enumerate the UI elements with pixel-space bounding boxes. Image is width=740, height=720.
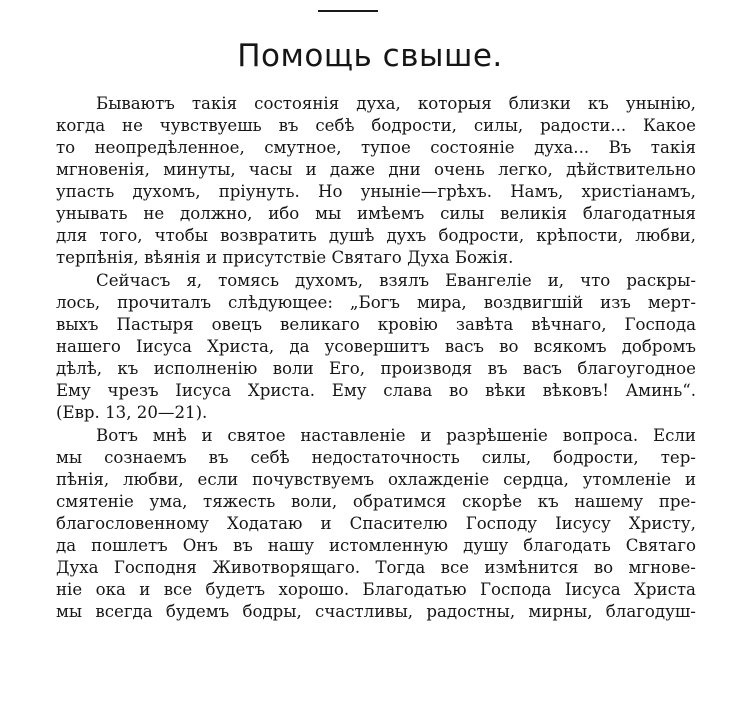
- word: мгнове-: [628, 558, 696, 577]
- text-line: [56, 292, 696, 314]
- word: томясь: [218, 271, 279, 290]
- word: дѣйствительно: [566, 160, 696, 179]
- word: унывать: [56, 204, 128, 223]
- word: душу: [463, 536, 509, 555]
- word: Благодатью: [362, 580, 467, 599]
- word: и: [139, 580, 151, 599]
- word: Духа: [56, 558, 99, 577]
- text-line: (Евр. 13, 20—21).: [56, 403, 208, 422]
- word: мы: [56, 602, 83, 621]
- word: исполненію: [153, 359, 258, 378]
- word: Іисусу: [555, 514, 611, 533]
- text-line: [56, 579, 696, 601]
- word: состояніе: [430, 138, 515, 157]
- word: во: [449, 381, 469, 400]
- word: Вотъ: [96, 426, 138, 445]
- page-title: Помощь свыше.: [237, 38, 503, 74]
- word: что: [580, 271, 611, 290]
- word: Намъ,: [510, 182, 564, 201]
- word: близки: [508, 94, 571, 113]
- word: Іисуса: [564, 580, 621, 599]
- word: когда: [56, 116, 106, 135]
- word: разрѣшеніе: [446, 426, 548, 445]
- word: пѣнія,: [56, 470, 110, 489]
- word: овецъ: [211, 315, 263, 334]
- word: и: [320, 514, 332, 533]
- word: не: [143, 204, 165, 223]
- word: святое: [227, 426, 286, 445]
- word: нашему: [574, 492, 644, 511]
- word: Господа: [480, 580, 552, 599]
- word: благодуш-: [605, 602, 696, 621]
- word: Христа,: [207, 337, 275, 356]
- word: Христа.: [247, 381, 316, 400]
- word: должно,: [180, 204, 253, 223]
- word: Его,: [329, 359, 366, 378]
- word: духъ: [386, 226, 427, 245]
- word: силы,: [481, 448, 532, 467]
- word: къ: [587, 94, 609, 113]
- text-line: [56, 93, 696, 115]
- word: Господа: [624, 315, 696, 334]
- word: да: [289, 337, 310, 356]
- word: Христа: [634, 580, 696, 599]
- word: бодрости,: [438, 226, 525, 245]
- text-line: [56, 159, 696, 181]
- word: мы: [56, 448, 83, 467]
- word: легко,: [498, 160, 553, 179]
- word: Онъ: [182, 536, 218, 555]
- word: ніе: [56, 580, 83, 599]
- word: хорошо.: [278, 580, 350, 599]
- word: очень: [433, 160, 485, 179]
- word: то: [56, 138, 76, 157]
- text-line: [56, 425, 696, 447]
- word: мнѣ: [152, 426, 187, 445]
- word: чтобы: [154, 226, 208, 245]
- text-line: [56, 336, 696, 358]
- word: Какое: [643, 116, 696, 135]
- word: даже: [329, 160, 376, 179]
- word: вѣчнаго,: [531, 315, 607, 334]
- word: упасть: [56, 182, 115, 201]
- word: я,: [186, 271, 203, 290]
- text-line: [56, 137, 696, 159]
- word: охлажденіе: [387, 470, 490, 489]
- word: Если: [652, 426, 696, 445]
- word: Ходатаю: [226, 514, 303, 533]
- word: смятеніе: [56, 492, 134, 511]
- word: благодатныя: [582, 204, 696, 223]
- word: васъ: [444, 337, 484, 356]
- word: бодрости,: [371, 116, 457, 135]
- word: вопроса.: [562, 426, 639, 445]
- word: изъ: [600, 293, 631, 312]
- word: дѣлѣ,: [56, 359, 103, 378]
- word: завѣта: [455, 315, 514, 334]
- word: Евангеліе: [445, 271, 532, 290]
- word: пошлетъ: [91, 536, 168, 555]
- word: обратимся: [352, 492, 447, 511]
- word: имѣемъ: [357, 204, 425, 223]
- word: къ: [117, 359, 139, 378]
- word: недостаточность: [311, 448, 460, 467]
- word: такія: [650, 138, 696, 157]
- word: лось,: [56, 293, 101, 312]
- word: духа...: [534, 138, 590, 157]
- word: и: [684, 470, 696, 489]
- text-line: [56, 601, 696, 623]
- word: для: [56, 226, 88, 245]
- word: и: [305, 160, 317, 179]
- word: тер-: [660, 448, 696, 467]
- word: того,: [99, 226, 143, 245]
- word: Господу: [465, 514, 538, 533]
- word: и: [420, 426, 432, 445]
- word: вѣковъ!: [542, 381, 609, 400]
- word: воли,: [290, 492, 338, 511]
- word: Спасителю: [349, 514, 448, 533]
- word: духомъ,: [295, 271, 364, 290]
- word: ибо: [268, 204, 300, 223]
- word: которыя: [417, 94, 492, 113]
- word: душѣ: [328, 226, 375, 245]
- word: духомъ,: [132, 182, 201, 201]
- word: скорѣе: [461, 492, 523, 511]
- word: благословенному: [56, 514, 209, 533]
- text-line: [56, 535, 696, 557]
- word: благоугодное: [577, 359, 696, 378]
- word: Господня: [113, 558, 197, 577]
- word: бодрости,: [553, 448, 639, 467]
- word: Христу,: [628, 514, 696, 533]
- word: себѣ: [250, 448, 290, 467]
- word: Святаго: [625, 536, 696, 555]
- word: силы: [440, 204, 485, 223]
- word: выхъ: [56, 315, 99, 334]
- word: неопредѣленное,: [94, 138, 245, 157]
- word: прочиталъ: [117, 293, 211, 312]
- word: всегда: [95, 602, 153, 621]
- word: производя: [380, 359, 473, 378]
- word: Ему: [331, 381, 367, 400]
- word: мгновенія,: [56, 160, 150, 179]
- text-line: [56, 557, 696, 579]
- word: все: [163, 580, 193, 599]
- word: добромъ: [621, 337, 696, 356]
- word: да: [56, 536, 77, 555]
- word: будемъ: [165, 602, 230, 621]
- word: Іисуса: [175, 381, 232, 400]
- word: и,: [547, 271, 565, 290]
- word: состоянія: [254, 94, 340, 113]
- word: Тогда: [375, 558, 426, 577]
- word: крѣпости,: [536, 226, 624, 245]
- word: Бываютъ: [96, 94, 175, 113]
- word: наставленіе: [300, 426, 406, 445]
- word: все: [440, 558, 470, 577]
- word: духа,: [356, 94, 401, 113]
- text-line: [56, 469, 696, 491]
- word: нашего: [56, 337, 121, 356]
- text-line: [56, 513, 696, 535]
- text-line: [56, 491, 696, 513]
- word: себѣ: [315, 116, 355, 135]
- text-line: [56, 181, 696, 203]
- word: чрезъ: [107, 381, 159, 400]
- text-line: [56, 447, 696, 469]
- word: минуты,: [163, 160, 236, 179]
- word: любви,: [123, 470, 184, 489]
- word: воздвигшій: [483, 293, 584, 312]
- word: благодать: [523, 536, 611, 555]
- word: великія: [500, 204, 567, 223]
- word: во: [499, 337, 519, 356]
- word: радостны,: [426, 602, 516, 621]
- word: Сейчасъ: [96, 271, 171, 290]
- text-line: [56, 358, 696, 380]
- text-line: [56, 115, 696, 137]
- word: во: [593, 558, 614, 577]
- word: уныніе—грѣхъ.: [360, 182, 492, 201]
- word: измѣнится: [484, 558, 579, 577]
- word: христіанамъ,: [581, 182, 696, 201]
- word: унынію,: [625, 94, 696, 113]
- word: Ему: [56, 381, 91, 400]
- word: и: [201, 426, 213, 445]
- word: почувствуемъ: [252, 470, 375, 489]
- word: „Богъ: [349, 293, 400, 312]
- word: слѣдующее:: [227, 293, 333, 312]
- word: сердца,: [503, 470, 569, 489]
- word: въ: [278, 116, 299, 135]
- word: тупое: [360, 138, 411, 157]
- word: нашу: [267, 536, 314, 555]
- word: не: [122, 116, 143, 135]
- word: слава: [383, 381, 433, 400]
- word: взялъ: [379, 271, 430, 290]
- word: васъ: [522, 359, 562, 378]
- word: Іисуса: [136, 337, 192, 356]
- text-line: [56, 203, 696, 225]
- word: утомленіе: [582, 470, 672, 489]
- word: бодры,: [242, 602, 302, 621]
- word: вѣки: [485, 381, 526, 400]
- text-line: терпѣнія, вѣянія и присутствіе Святаго Духа Божія.: [56, 248, 514, 267]
- word: усовершитъ: [324, 337, 430, 356]
- text-line: [56, 380, 696, 402]
- word: въ: [232, 536, 253, 555]
- word: пре-: [658, 492, 696, 511]
- word: Въ: [608, 138, 632, 157]
- word: Пастыря: [116, 315, 194, 334]
- word: такія: [191, 94, 238, 113]
- word: сознаемъ: [104, 448, 187, 467]
- word: если: [197, 470, 239, 489]
- word: въ: [208, 448, 229, 467]
- text-line: [56, 270, 696, 292]
- word: дни: [388, 160, 421, 179]
- top-rule: [318, 10, 378, 12]
- word: ума,: [149, 492, 188, 511]
- word: смутное,: [264, 138, 342, 157]
- text-line: [56, 225, 696, 247]
- word: счастливы,: [315, 602, 414, 621]
- word: ока: [95, 580, 126, 599]
- word: тяжесть: [203, 492, 276, 511]
- word: радости...: [540, 116, 627, 135]
- word: въ: [487, 359, 508, 378]
- word: возвратить: [220, 226, 317, 245]
- word: раскры-: [626, 271, 696, 290]
- word: мира,: [416, 293, 467, 312]
- word: всякомъ: [533, 337, 607, 356]
- word: любви,: [635, 226, 696, 245]
- word: мерт-: [647, 293, 696, 312]
- word: часы: [248, 160, 293, 179]
- word: чувствуешь: [159, 116, 262, 135]
- word: Но: [318, 182, 343, 201]
- word: мы: [315, 204, 342, 223]
- word: пріунуть.: [218, 182, 300, 201]
- word: воли: [272, 359, 314, 378]
- word: Аминь“.: [625, 381, 696, 400]
- word: великаго: [280, 315, 360, 334]
- article-body: [56, 93, 696, 623]
- word: Животворящаго.: [212, 558, 361, 577]
- word: истомленную: [329, 536, 449, 555]
- word: къ: [537, 492, 559, 511]
- word: кровію: [377, 315, 438, 334]
- word: силы,: [473, 116, 524, 135]
- word: мирны,: [528, 602, 593, 621]
- text-line: [56, 314, 696, 336]
- word: будетъ: [205, 580, 266, 599]
